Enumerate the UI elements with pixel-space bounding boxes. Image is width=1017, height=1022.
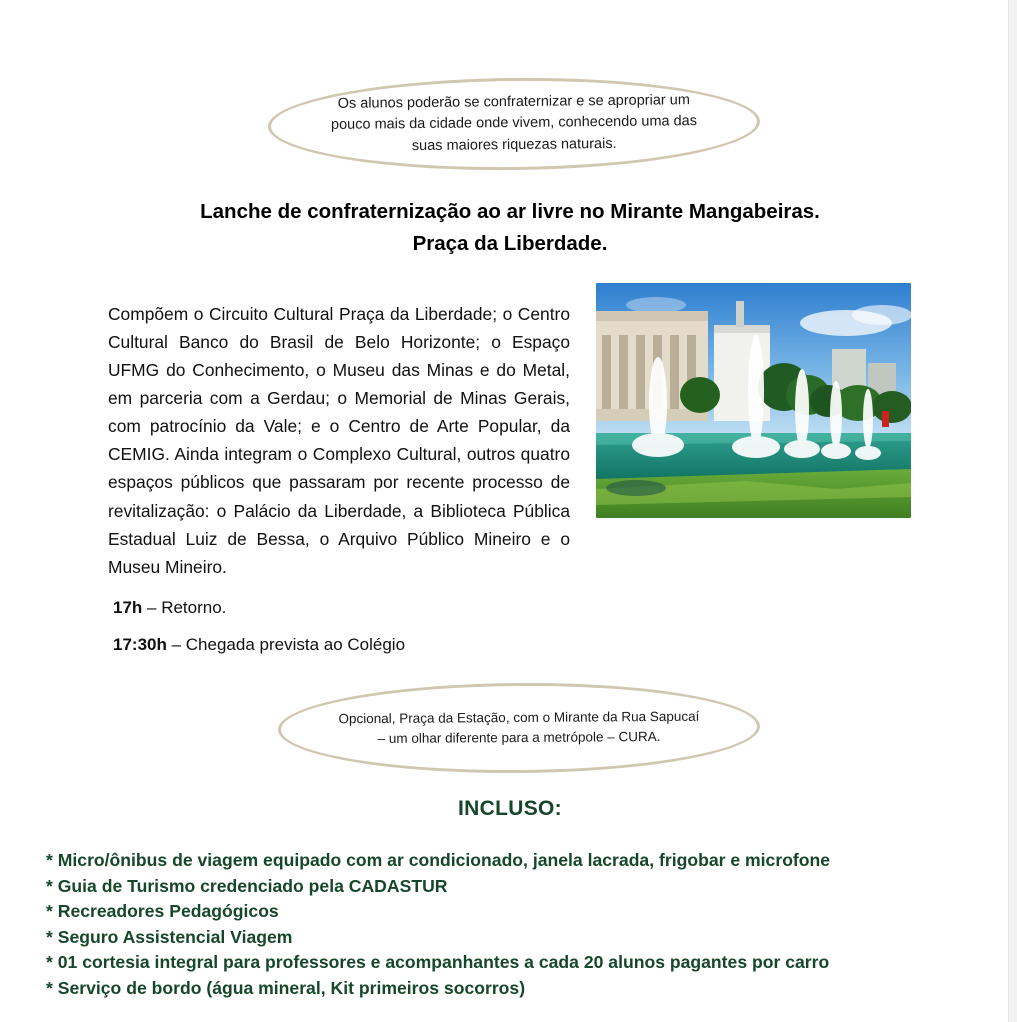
incluso-list	[46, 848, 996, 1001]
photo-praca-da-liberdade	[596, 283, 911, 518]
incluso-heading: INCLUSO:	[458, 797, 562, 820]
content-row	[108, 283, 918, 598]
list-item: * 01 cortesia integral para professores e acompanhantes a cada 20 alunos pagantes por carro	[46, 952, 830, 972]
list-item: * Recreadores Pedagógicos	[46, 901, 279, 921]
headline-line-1: Lanche de confraternização ao ar livre no Mirante Mangabeiras.	[200, 200, 820, 223]
list-item: * Serviço de bordo (água mineral, Kit primeiros socorros)	[46, 977, 526, 998]
list-item: * Seguro Assistencial Viagem	[46, 926, 293, 947]
schedule-time-1: 17h	[113, 598, 143, 617]
schedule-item-2	[113, 635, 405, 655]
list-item: * Guia de Turismo credenciado pela CADASTUR	[46, 875, 448, 896]
page-edge	[1008, 0, 1017, 1022]
schedule-desc-1: – Retorno.	[142, 598, 227, 617]
headline-line-2: Praça da Liberdade.	[412, 231, 608, 255]
photo-illustration	[596, 283, 911, 518]
schedule-desc-2: – Chegada prevista ao Colégio	[166, 635, 406, 654]
callout-top-text: Os alunos poderão se confraternizar e se apropriar um pouco mais da cidade onde vivem, conhecendo uma das suas maiores riquezas naturais.	[330, 92, 698, 154]
callout-bottom-text: Opcional, Praça da Estação, com o Mirante da Rua Sapucaí – um olhar diferente para a metrópole – CURA.	[338, 709, 700, 746]
list-item: * Micro/ônibus de viagem equipado com ar condicionado, janela lacrada, frigobar e microfone	[46, 850, 831, 870]
body-paragraph: Compõem o Circuito Cultural Praça da Liberdade; o Centro Cultural Banco do Brasil de Belo Horizonte; o Espaço UFMG do Conhecimento, o Museu das Minas e do Metal, em parceria com a Gerdau; o Memorial de Minas Gerais, com patrocínio da Vale; e o Centro de Arte Popular, da CEMIG. Ainda integram o Complexo Cultural, outros quatro espaços públicos que passaram por recente processo de revitalização: o Palácio da Liberdade, a Biblioteca Pública Estadual Luiz de Bessa, o Arquivo Público Mineiro e o Museu Mineiro.	[108, 304, 570, 577]
schedule-item-1	[113, 598, 226, 618]
callout-bottom	[278, 681, 761, 774]
callout-top	[268, 75, 761, 172]
page-title	[60, 196, 960, 260]
schedule-time-2: 17:30h	[113, 635, 167, 654]
